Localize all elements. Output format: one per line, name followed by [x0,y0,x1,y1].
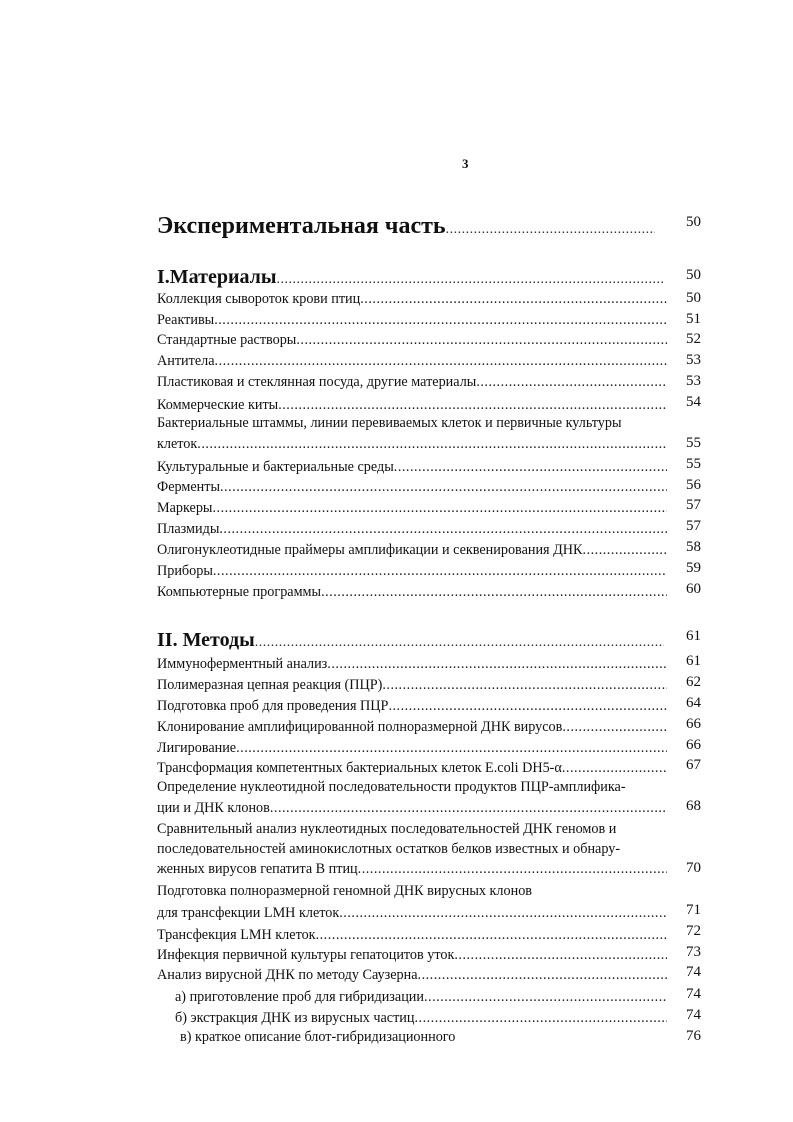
toc-entry: ции и ДНК клонов ..... [157,799,667,817]
toc-subentry: в) краткое описание блот-гибридизационного [180,1029,456,1045]
toc-entry: Сравнительный анализ нуклеотидных последовательностей ДНК геномов и [157,821,617,837]
toc-entry: Определение нуклеотидной последовательности продуктов ПЦР-амплифика- [157,779,626,795]
toc-entry: Плазмиды ..... [157,520,667,538]
toc-entry: Коммерческие киты ..... [157,396,667,414]
toc-page-number: 62 [686,674,701,690]
toc-page-number: 56 [686,477,701,493]
toc-page-number: 50 [686,267,701,283]
toc-page-number: 61 [686,628,701,644]
toc-page-number: 66 [686,716,701,732]
toc-entry: Подготовка полноразмерной геномной ДНК вирусных клонов [157,883,532,899]
toc-entry: клеток ..... [157,435,667,453]
toc-page-number: 53 [686,373,701,389]
toc-entry: Ферменты ..... [157,478,667,496]
page-number: 3 [462,156,469,171]
toc-page-number: 51 [686,311,701,327]
toc-entry: Иммуноферментный анализ ..... [157,655,667,673]
toc-entry: Коллекция сывороток крови птиц ..... [157,290,667,308]
toc-page-number: 68 [686,798,701,814]
toc-entry: Клонирование амплифицированной полноразмерной ДНК вирусов ..... [157,718,667,736]
toc-entry: Анализ вирусной ДНК по методу Саузерна ..... [157,966,667,984]
toc-entry: Приборы ..... [157,562,667,580]
toc-entry: Инфекция первичной культуры гепатоцитов уток ..... [157,946,667,964]
toc-page-number: 74 [686,964,701,980]
toc-entry: Трансформация компетентных бактериальных клеток E.coli DH5-α ..... [157,759,667,777]
toc-page-number: 50 [686,214,701,230]
toc-subentry: б) экстракция ДНК из вирусных частиц ..... [175,1009,667,1027]
toc-page-number: 66 [686,737,701,753]
toc-page-number: 57 [686,497,701,513]
toc-heading-materials: I.Материалы ..... [157,265,664,292]
toc-page-number: 52 [686,331,701,347]
toc-page-number: 73 [686,944,701,960]
toc-entry: Компьютерные программы ..... [157,583,667,601]
toc-entry: Культуральные и бактериальные среды ..... [157,458,667,476]
toc-page-number: 57 [686,518,701,534]
toc-entry: Лигирование ..... [157,739,667,757]
toc-page-number: 60 [686,581,701,597]
toc-page-number: 74 [686,986,701,1002]
toc-page-number: 64 [686,695,701,711]
toc-heading-methods: II. Методы ..... [157,628,664,655]
toc-entry: последовательностей аминокислотных остатков белков известных и обнару- [157,841,621,857]
toc-entry: Антитела ..... [157,352,667,370]
toc-subentry: а) приготовление проб для гибридизации ..... [175,988,667,1006]
toc-page-number: 50 [686,290,701,306]
toc-page-number: 61 [686,653,701,669]
toc-page-number: 71 [686,902,701,918]
toc-page-number: 70 [686,860,701,876]
toc-page-number: 59 [686,560,701,576]
toc-entry: Полимеразная цепная реакция (ПЦР) ..... [157,676,667,694]
toc-entry: Пластиковая и стеклянная посуда, другие материалы ..... [157,373,667,391]
toc-entry: для трансфекции LMH клеток ..... [157,904,667,922]
toc-entry: Стандартные растворы ..... [157,331,667,349]
toc-heading-experimental: Экспериментальная часть ..... [157,212,655,244]
toc-page-number: 55 [686,435,701,451]
toc-entry: Трансфекция LMH клеток ..... [157,926,667,944]
toc-page-number: 74 [686,1007,701,1023]
toc-entry: Олигонуклеотидные праймеры амплификации и секвенирования ДНК ..... [157,541,667,559]
toc-page-number: 54 [686,394,701,410]
toc-page-number: 55 [686,456,701,472]
toc-entry: Маркеры ..... [157,499,667,517]
toc-page-number: 53 [686,352,701,368]
toc-entry: Реактивы ..... [157,311,667,329]
toc-page-number: 58 [686,539,701,555]
toc-page-number: 72 [686,923,701,939]
toc-page-number: 67 [686,757,701,773]
toc-entry: Бактериальные штаммы, линии перевиваемых клеток и первичные культуры [157,415,622,431]
toc-entry: Подготовка проб для проведения ПЦР ..... [157,697,667,715]
toc-entry: женных вирусов гепатита В птиц ..... [157,860,667,878]
toc-page-number: 76 [686,1028,701,1044]
